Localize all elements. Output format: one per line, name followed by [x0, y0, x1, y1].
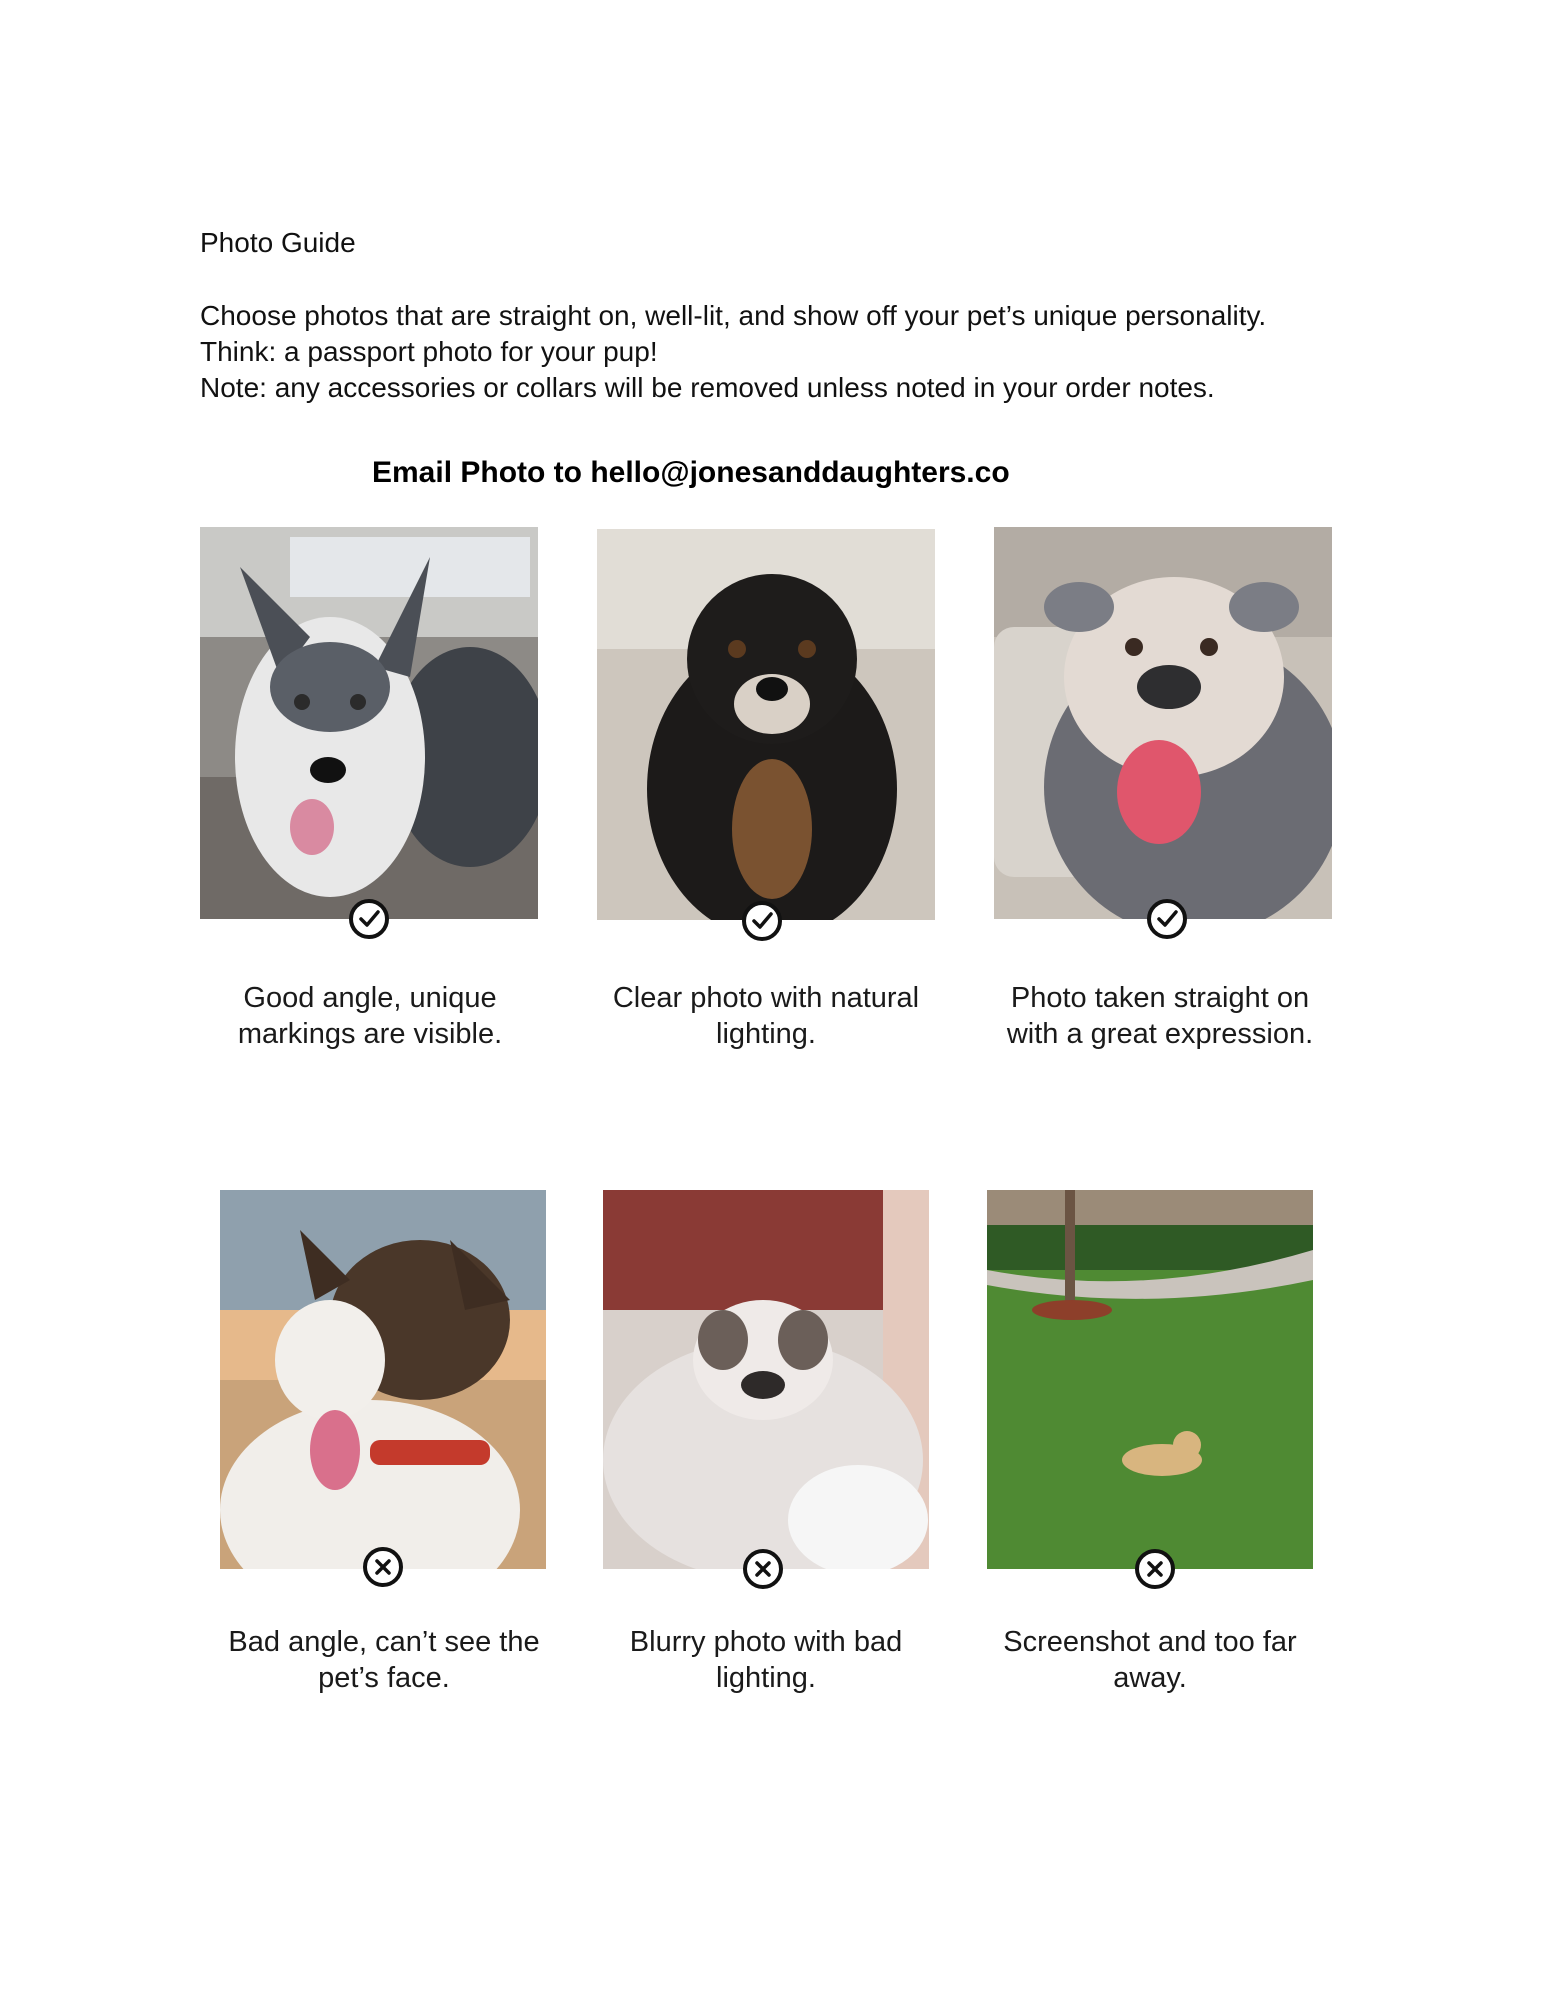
photo-guide-intro	[200, 226, 1380, 406]
guide-instructions	[200, 298, 1380, 406]
instruction-line: Note: any accessories or collars will be removed unless noted in your order notes.	[200, 372, 1215, 403]
example-caption: Photo taken straight on with a great expression.	[1006, 982, 1314, 1050]
check-circle-icon	[742, 901, 782, 941]
x-circle-icon	[363, 1547, 403, 1587]
example-caption: Clear photo with natural lighting.	[612, 982, 920, 1050]
check-circle-icon	[1147, 899, 1187, 939]
check-circle-icon	[349, 899, 389, 939]
email-photo-link[interactable]: Email Photo to hello@jonesanddaughters.co	[372, 456, 1010, 489]
example-caption: Blurry photo with bad lighting.	[629, 1626, 903, 1694]
black-dog-photo	[597, 529, 935, 920]
beach-dog-photo	[220, 1190, 546, 1569]
blurry-bulldog-photo	[603, 1190, 929, 1569]
instruction-line: Think: a passport photo for your pup!	[200, 336, 658, 367]
example-caption: Good angle, unique markings are visible.	[237, 982, 503, 1050]
example-caption: Bad angle, can’t see the pet’s face.	[228, 1626, 540, 1694]
bulldog-photo	[994, 527, 1332, 919]
instruction-line: Choose photos that are straight on, well-lit, and show off your pet’s unique personality.	[200, 300, 1267, 331]
x-circle-icon	[1135, 1549, 1175, 1589]
example-caption: Screenshot and too far away.	[1003, 1626, 1297, 1694]
x-circle-icon	[743, 1549, 783, 1589]
page-title: Photo Guide	[200, 227, 356, 258]
husky-photo	[200, 527, 538, 919]
yard-dog-photo	[987, 1190, 1313, 1569]
